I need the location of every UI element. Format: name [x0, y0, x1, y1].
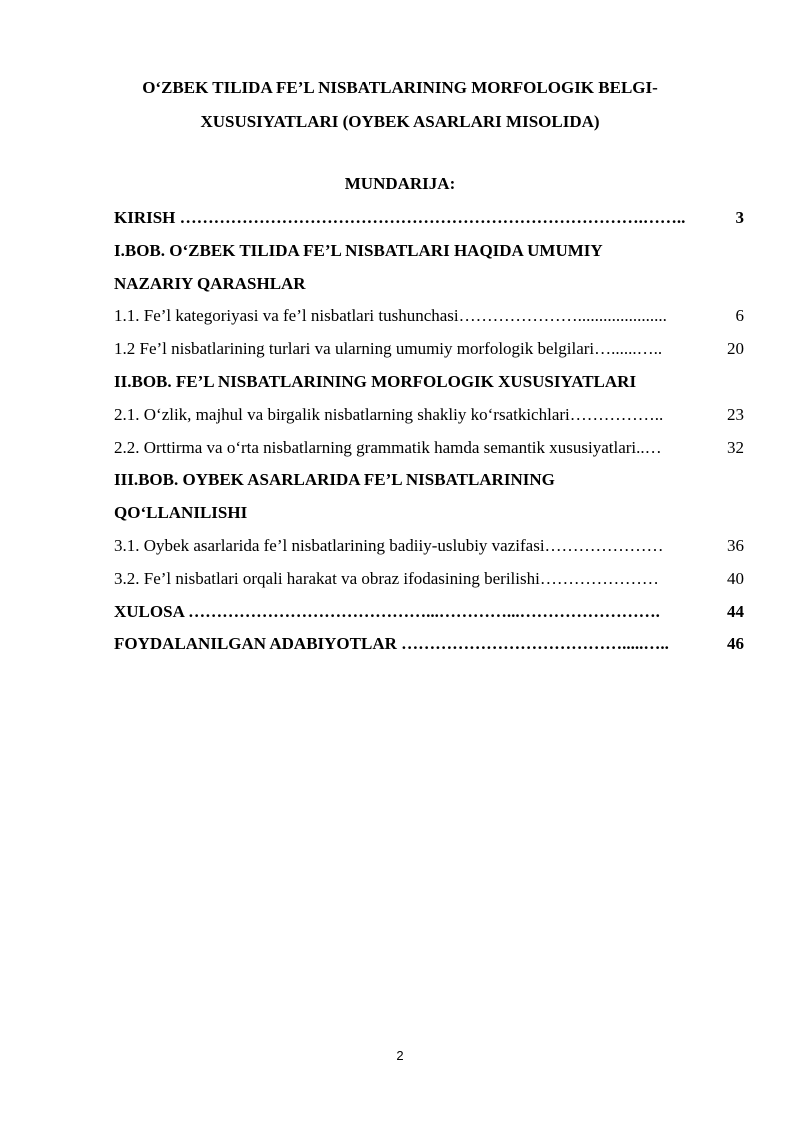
toc-entry-references	[114, 628, 744, 661]
toc-entry-page: 6	[735, 306, 744, 326]
toc-entry-3-1	[114, 530, 744, 563]
toc-chapter-2	[114, 366, 744, 399]
toc-entry-page: 3	[735, 208, 744, 227]
toc-entry-text: FOYDALANILGAN ADABIYOTLAR ………………………………….....…..	[114, 634, 669, 654]
toc-entry-page: 20	[727, 339, 744, 359]
toc-entry-text: QO‘LLANILISHI	[114, 503, 248, 523]
toc-entry-text: II.BOB. FE’L NISBATLARINING MORFOLOGIK XUSUSIYATLARI	[114, 371, 637, 391]
document-title	[100, 71, 700, 139]
toc-entry-text: NAZARIY QARASHLAR	[114, 273, 306, 293]
contents-heading: MUNDARIJA:	[344, 174, 456, 193]
toc-entry-text: 3.2. Fe’l nisbatlari orqali harakat va obraz ifodasining berilishi…………………	[114, 568, 659, 588]
toc-entry-text: 2.2. Orttirma va o‘rta nisbatlarning grammatik hamda semantik xususiyatlari..…	[114, 437, 662, 457]
toc-entry-text: III.BOB. OYBEK ASARLARIDA FE’L NISBATLARINING	[114, 470, 555, 490]
toc-entry-text: 3.1. Oybek asarlarida fe’l nisbatlarining badiiy-uslubiy vazifasi…………………	[114, 535, 664, 555]
page-number: 2	[396, 1048, 404, 1063]
toc-entry-1-2	[114, 333, 744, 366]
toc-entry-introduction	[114, 202, 744, 235]
toc-entry-text: KIRISH ……………………………………………………………………….……..	[114, 208, 686, 227]
toc-entry-text: 2.1. O‘zlik, majhul va birgalik nisbatlarning shakliy ko‘rsatkichlari……………..	[114, 404, 664, 424]
toc-entry-conclusion	[114, 596, 744, 629]
table-of-contents	[114, 202, 744, 661]
toc-entry-text: 1.2 Fe’l nisbatlarining turlari va ularning umumiy morfologik belgilari…......…..	[114, 339, 663, 359]
toc-chapter-3-line-2	[114, 497, 744, 530]
toc-entry-2-2	[114, 432, 744, 465]
toc-entry-text: I.BOB. O‘ZBEK TILIDA FE’L NISBATLARI HAQIDA UMUMIY	[114, 240, 603, 260]
toc-chapter-1-line-2	[114, 268, 744, 301]
toc-entry-page: 23	[727, 404, 744, 424]
toc-entry-1-1	[114, 300, 744, 333]
toc-entry-page: 40	[727, 568, 744, 588]
toc-entry-text: XULOSA ……………………………………...…………...…………………….	[114, 601, 660, 621]
toc-chapter-1-line-1	[114, 235, 744, 268]
toc-entry-text: 1.1. Fe’l kategoriyasi va fe’l nisbatlari tushunchasi………………….....................	[114, 306, 667, 326]
title-line-2: XUSUSIYATLARI (OYBEK ASARLARI MISOLIDA)	[200, 112, 600, 131]
toc-entry-page: 36	[727, 535, 744, 555]
toc-chapter-3-line-1	[114, 464, 744, 497]
toc-entry-page: 44	[727, 601, 744, 621]
toc-entry-page: 32	[727, 437, 744, 457]
toc-entry-3-2	[114, 563, 744, 596]
toc-entry-page: 46	[727, 634, 744, 654]
toc-entry-2-1	[114, 399, 744, 432]
title-line-1: O‘ZBEK TILIDA FE’L NISBATLARINING MORFOLOGIK BELGI-	[142, 78, 658, 97]
